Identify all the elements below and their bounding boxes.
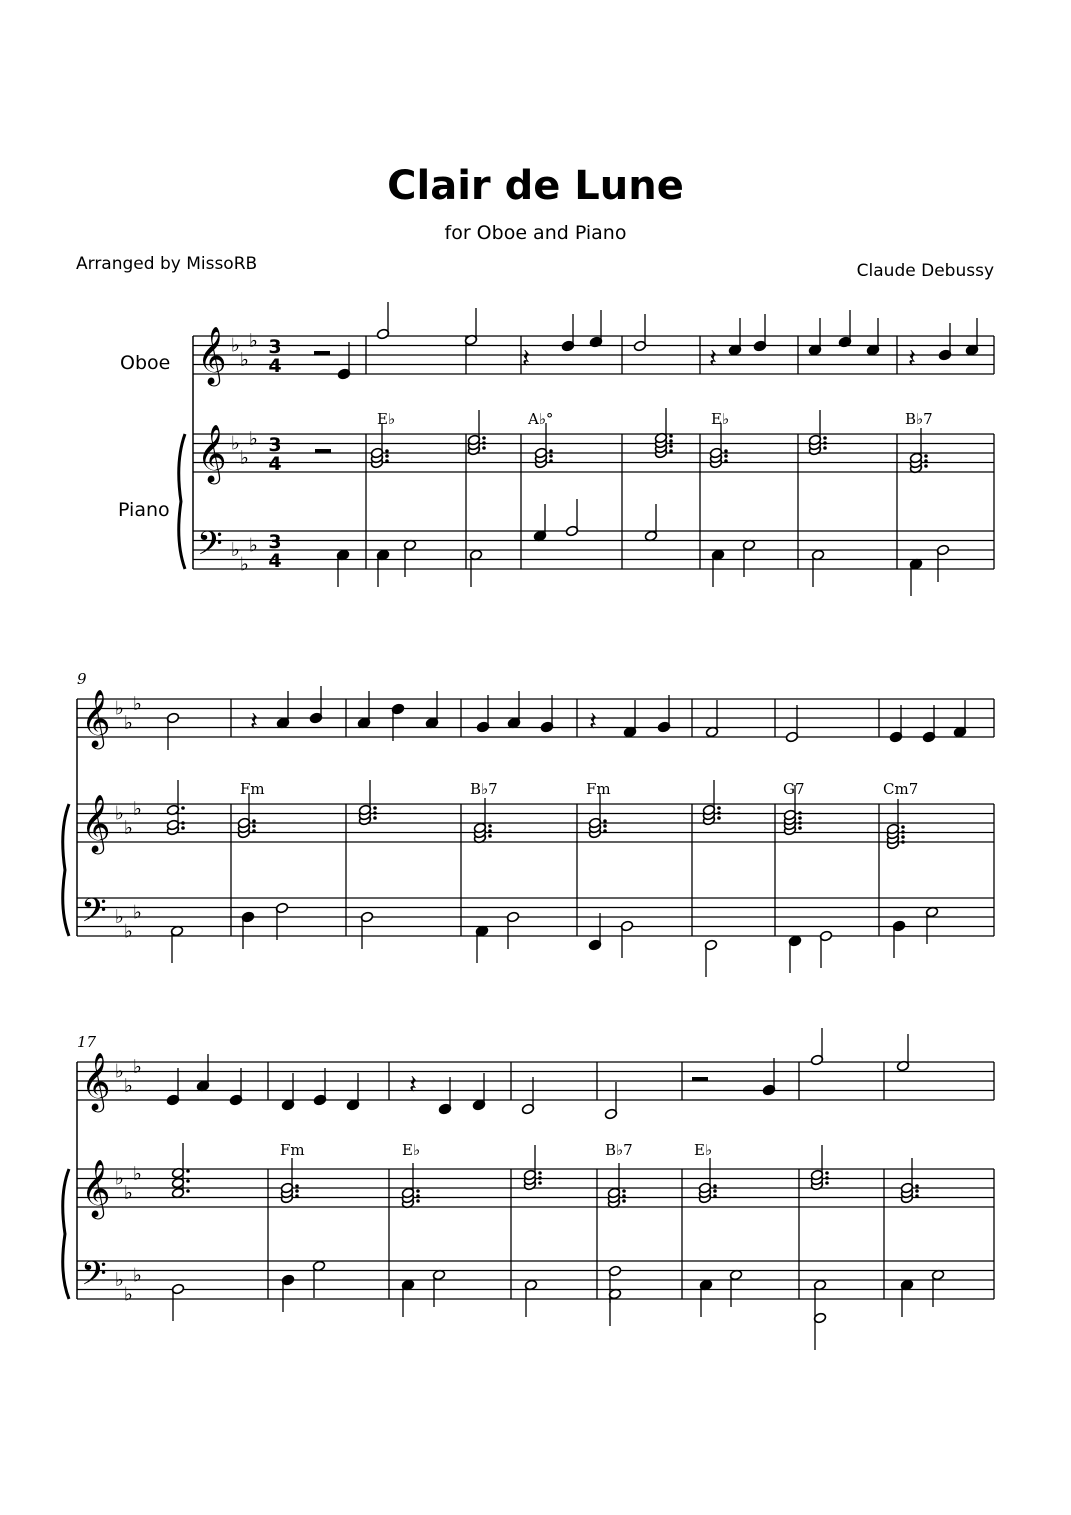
augmentation-dot bbox=[901, 825, 905, 829]
augmentation-dot bbox=[603, 829, 607, 833]
flat-icon: ♭ bbox=[133, 901, 142, 924]
flat-icon: ♭ bbox=[115, 802, 124, 825]
quarter-rest-icon: 𝄽 bbox=[409, 1070, 417, 1100]
augmentation-dot bbox=[713, 1184, 717, 1188]
augmentation-dot bbox=[823, 441, 827, 445]
chord-symbol: E♭ bbox=[694, 1141, 713, 1159]
augmentation-dot bbox=[713, 1189, 717, 1193]
augmentation-dot bbox=[915, 1194, 919, 1198]
augmentation-dot bbox=[901, 830, 905, 834]
augmentation-dot bbox=[186, 1179, 190, 1183]
augmentation-dot bbox=[482, 441, 486, 445]
measure-number: 9 bbox=[77, 670, 87, 688]
flat-icon: ♭ bbox=[115, 697, 124, 720]
augmentation-dot bbox=[488, 824, 492, 828]
augmentation-dot bbox=[186, 1189, 190, 1193]
augmentation-dot bbox=[416, 1194, 420, 1198]
augmentation-dot bbox=[825, 1171, 829, 1175]
flat-icon: ♭ bbox=[249, 427, 258, 450]
chord-symbol: Fm bbox=[586, 780, 611, 798]
augmentation-dot bbox=[669, 434, 673, 438]
chord-symbol: A♭° bbox=[528, 410, 554, 428]
flat-icon: ♭ bbox=[231, 334, 240, 357]
augmentation-dot bbox=[488, 829, 492, 833]
augmentation-dot bbox=[669, 444, 673, 448]
augmentation-dot bbox=[295, 1184, 299, 1188]
augmentation-dot bbox=[724, 459, 728, 463]
augmentation-dot bbox=[924, 454, 928, 458]
flat-icon: ♭ bbox=[231, 432, 240, 455]
augmentation-dot bbox=[373, 811, 377, 815]
augmentation-dot bbox=[717, 816, 721, 820]
half-rest-icon bbox=[314, 351, 330, 355]
augmentation-dot bbox=[717, 806, 721, 810]
augmentation-dot bbox=[385, 459, 389, 463]
augmentation-dot bbox=[823, 446, 827, 450]
quarter-rest-icon: 𝄽 bbox=[908, 344, 916, 374]
chord-symbol: E♭ bbox=[402, 1141, 421, 1159]
chord-symbol: Fm bbox=[280, 1141, 305, 1159]
augmentation-dot bbox=[825, 1176, 829, 1180]
piano-brace bbox=[63, 1169, 69, 1299]
augmentation-dot bbox=[713, 1194, 717, 1198]
flat-icon: ♭ bbox=[124, 816, 133, 839]
augmentation-dot bbox=[385, 454, 389, 458]
augmentation-dot bbox=[798, 821, 802, 825]
flat-icon: ♭ bbox=[124, 1283, 133, 1306]
augmentation-dot bbox=[798, 811, 802, 815]
augmentation-dot bbox=[416, 1189, 420, 1193]
chord-symbol: B♭7 bbox=[605, 1141, 633, 1159]
augmentation-dot bbox=[488, 834, 492, 838]
composer-credit: Claude Debussy bbox=[856, 261, 994, 281]
flat-icon: ♭ bbox=[240, 553, 249, 576]
augmentation-dot bbox=[549, 454, 553, 458]
piano-brace bbox=[179, 434, 185, 569]
flat-icon: ♭ bbox=[133, 1264, 142, 1287]
quarter-rest-icon: 𝄽 bbox=[250, 707, 258, 737]
treble-clef-icon: 𝄞 bbox=[81, 1052, 111, 1110]
augmentation-dot bbox=[416, 1199, 420, 1203]
augmentation-dot bbox=[549, 459, 553, 463]
treble-clef-icon: 𝄞 bbox=[81, 689, 111, 747]
quarter-rest-icon: 𝄽 bbox=[589, 707, 597, 737]
augmentation-dot bbox=[252, 829, 256, 833]
augmentation-dot bbox=[724, 449, 728, 453]
augmentation-dot bbox=[901, 835, 905, 839]
augmentation-dot bbox=[798, 816, 802, 820]
augmentation-dot bbox=[901, 840, 905, 844]
quarter-rest-icon: 𝄽 bbox=[709, 344, 717, 374]
augmentation-dot bbox=[181, 806, 185, 810]
augmentation-dot bbox=[538, 1176, 542, 1180]
augmentation-dot bbox=[186, 1169, 190, 1173]
oboe-label: Oboe bbox=[120, 352, 171, 374]
treble-clef-icon: 𝄞 bbox=[197, 424, 227, 482]
bass-clef-icon: 𝄢 bbox=[197, 525, 223, 571]
flat-icon: ♭ bbox=[115, 1269, 124, 1291]
flat-icon: ♭ bbox=[249, 329, 258, 352]
bass-clef-icon: 𝄢 bbox=[81, 1255, 107, 1301]
augmentation-dot bbox=[482, 446, 486, 450]
augmentation-dot bbox=[603, 819, 607, 823]
augmentation-dot bbox=[252, 819, 256, 823]
augmentation-dot bbox=[373, 816, 377, 820]
augmentation-dot bbox=[622, 1189, 626, 1193]
piano-brace bbox=[63, 804, 69, 936]
augmentation-dot bbox=[724, 454, 728, 458]
flat-icon: ♭ bbox=[231, 539, 240, 561]
score-title: Clair de Lune bbox=[387, 163, 684, 209]
piano-label: Piano bbox=[118, 499, 170, 521]
augmentation-dot bbox=[538, 1171, 542, 1175]
augmentation-dot bbox=[603, 824, 607, 828]
treble-clef-icon: 𝄞 bbox=[197, 326, 227, 384]
augmentation-dot bbox=[373, 806, 377, 810]
augmentation-dot bbox=[823, 436, 827, 440]
time-signature-bottom: 4 bbox=[268, 453, 282, 475]
flat-icon: ♭ bbox=[240, 348, 249, 371]
flat-icon: ♭ bbox=[115, 1167, 124, 1190]
augmentation-dot bbox=[252, 824, 256, 828]
flat-icon: ♭ bbox=[240, 446, 249, 469]
chord-symbol: B♭7 bbox=[905, 410, 933, 428]
flat-icon: ♭ bbox=[133, 1055, 142, 1078]
augmentation-dot bbox=[924, 459, 928, 463]
bass-clef-icon: 𝄢 bbox=[81, 892, 107, 938]
flat-icon: ♭ bbox=[124, 1181, 133, 1204]
augmentation-dot bbox=[622, 1199, 626, 1203]
time-signature-top: 3 bbox=[268, 434, 282, 456]
half-rest-icon bbox=[692, 1077, 708, 1081]
augmentation-dot bbox=[669, 449, 673, 453]
chord-symbol: E♭ bbox=[377, 410, 396, 428]
time-signature-top: 3 bbox=[268, 531, 282, 553]
flat-icon: ♭ bbox=[115, 906, 124, 928]
augmentation-dot bbox=[295, 1189, 299, 1193]
chord-symbol: Fm bbox=[240, 780, 265, 798]
augmentation-dot bbox=[482, 436, 486, 440]
time-signature-bottom: 4 bbox=[268, 550, 282, 572]
flat-icon: ♭ bbox=[124, 920, 133, 943]
augmentation-dot bbox=[181, 826, 185, 830]
augmentation-dot bbox=[181, 821, 185, 825]
augmentation-dot bbox=[622, 1194, 626, 1198]
augmentation-dot bbox=[538, 1181, 542, 1185]
augmentation-dot bbox=[717, 811, 721, 815]
augmentation-dot bbox=[915, 1189, 919, 1193]
quarter-rest-icon: 𝄽 bbox=[522, 344, 530, 374]
augmentation-dot bbox=[798, 826, 802, 830]
treble-clef-icon: 𝄞 bbox=[81, 794, 111, 852]
flat-icon: ♭ bbox=[249, 534, 258, 557]
chord-symbol: G7 bbox=[783, 780, 805, 798]
flat-icon: ♭ bbox=[124, 1074, 133, 1097]
chord-symbol: E♭ bbox=[711, 410, 730, 428]
augmentation-dot bbox=[385, 449, 389, 453]
augmentation-dot bbox=[295, 1194, 299, 1198]
augmentation-dot bbox=[669, 439, 673, 443]
chord-symbol: B♭7 bbox=[470, 780, 498, 798]
flat-icon: ♭ bbox=[133, 692, 142, 715]
score-subtitle: for Oboe and Piano bbox=[444, 222, 627, 244]
chord-symbol: Cm7 bbox=[883, 780, 919, 798]
flat-icon: ♭ bbox=[124, 711, 133, 734]
flat-icon: ♭ bbox=[133, 797, 142, 820]
augmentation-dot bbox=[915, 1184, 919, 1188]
time-signature-bottom: 4 bbox=[268, 355, 282, 377]
augmentation-dot bbox=[825, 1181, 829, 1185]
time-signature-top: 3 bbox=[268, 336, 282, 358]
augmentation-dot bbox=[549, 449, 553, 453]
arranger-credit: Arranged by MissoRB bbox=[76, 254, 258, 274]
flat-icon: ♭ bbox=[115, 1060, 124, 1083]
augmentation-dot bbox=[924, 464, 928, 468]
flat-icon: ♭ bbox=[133, 1162, 142, 1185]
measure-number: 17 bbox=[77, 1033, 97, 1051]
half-rest-icon bbox=[315, 449, 331, 453]
treble-clef-icon: 𝄞 bbox=[81, 1159, 111, 1217]
